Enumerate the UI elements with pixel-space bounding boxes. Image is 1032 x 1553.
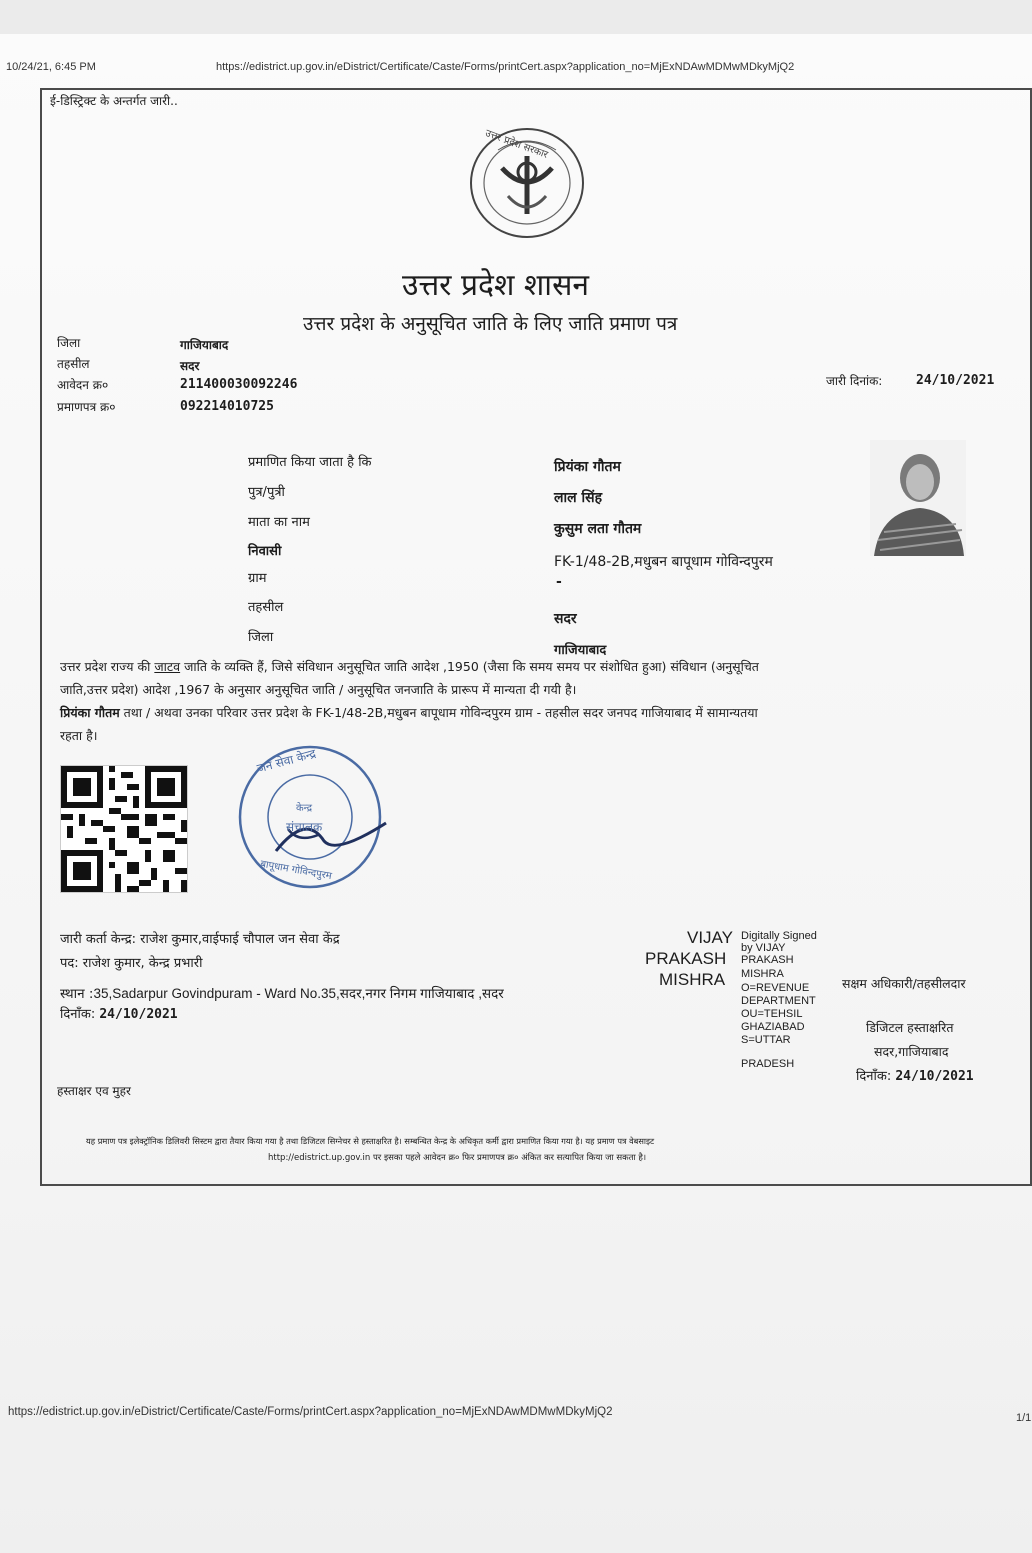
application-number: 211400030092246 bbox=[180, 377, 298, 392]
certification-line-2: जाति,उत्तर प्रदेश) आदेश ,1967 के अनुसार अनुसूचित जाति / अनुसूचित जनजाति के प्रारूप में मान्यता दी गयी है। bbox=[60, 682, 577, 697]
signature-detail: PRADESH bbox=[741, 1058, 795, 1070]
stamp-text: बापूधाम गोविन्दपुरम bbox=[259, 858, 333, 883]
issuer-place bbox=[60, 984, 504, 1002]
document-title: उत्तर प्रदेश शासन bbox=[402, 268, 590, 303]
verification-note: यह प्रमाण पत्र इलेक्ट्रॉनिक डिलिवरी सिस्टम द्वारा तैयार किया गया है तथा डिजिटल सिग्नेचर से हस्ताक्षरित है। सम्बन्धित केन्द्र के अधिकृत कर्मी द्वारा प्रमाणित किया गया है। यह प्रमाण पत्र वेबसाइट bbox=[86, 1136, 655, 1146]
issue-date-value: 24/10/2021 bbox=[916, 373, 995, 388]
certificate-label: प्रमाणपत्र क्र० bbox=[57, 400, 116, 414]
date-label: दिनाँक: bbox=[60, 1007, 96, 1022]
detail-value: कुसुम लता गौतम bbox=[554, 521, 642, 537]
stamp-text: केन्द्र bbox=[296, 803, 313, 814]
authority-place: सदर,गाजियाबाद bbox=[874, 1044, 949, 1059]
detail-label: प्रमाणित किया जाता है कि bbox=[248, 455, 372, 470]
tehsil-value: सदर bbox=[180, 359, 200, 373]
issuer-date bbox=[60, 1004, 178, 1022]
detail-label: माता का नाम bbox=[248, 515, 310, 530]
digitally-signed-label: डिजिटल हस्ताक्षरित bbox=[866, 1020, 954, 1035]
detail-value: प्रियंका गौतम bbox=[554, 459, 621, 475]
signature-detail: GHAZIABAD bbox=[741, 1021, 805, 1033]
signature-detail: PRAKASH bbox=[741, 954, 794, 966]
stamp-text: जन सेवा केन्द्र bbox=[255, 746, 318, 776]
detail-value: सदर bbox=[554, 611, 577, 627]
caste-name: जाटव bbox=[154, 659, 181, 674]
print-footer-url[interactable]: https://edistrict.up.gov.in/eDistrict/Certificate/Caste/Forms/printCert.aspx?application_no=MjExNDAwMDMwMDkyMjQ2 bbox=[8, 1406, 613, 1418]
detail-label: पुत्र/पुत्री bbox=[248, 485, 285, 500]
detail-label: निवासी bbox=[248, 544, 282, 559]
applicant-photo bbox=[870, 440, 966, 556]
issue-date-label: जारी दिनांक: bbox=[826, 374, 883, 388]
stamp-text: संचालक bbox=[286, 820, 323, 834]
authority-title: सक्षम अधिकारी/तहसीलदार bbox=[842, 976, 966, 991]
detail-label: ग्राम bbox=[248, 571, 267, 586]
date-value: 24/10/2021 bbox=[99, 1007, 178, 1022]
holder-name: प्रियंका गौतम bbox=[60, 705, 120, 720]
signature-detail: MISHRA bbox=[741, 968, 784, 980]
date-value: 24/10/2021 bbox=[895, 1069, 974, 1084]
paragraph-text: जाति के व्यक्ति हैं, जिसे संविधान अनुसूचित जाति आदेश ,1950 (जैसा कि समय समय पर संशोधित हुआ) संविधान (अनुसूचित bbox=[180, 659, 759, 674]
detail-label: तहसील bbox=[248, 600, 284, 615]
application-label: आवेदन क्र० bbox=[57, 378, 109, 392]
date-label: दिनाँक: bbox=[856, 1069, 892, 1084]
paragraph-text: तथा / अथवा उनका परिवार उत्तर प्रदेश के FK-1/48-2B,मधुबन बापूधाम गोविन्दपुरम ग्राम - तहसील सदर जनपद गाजियाबाद में सामान्यतया bbox=[119, 705, 758, 720]
issuing-center: जारी कर्ता केन्द्र: राजेश कुमार,वाईफाई चौपाल जन सेवा केंद्र bbox=[60, 932, 340, 947]
signer-name: MISHRA bbox=[659, 970, 726, 989]
signer-name: VIJAY bbox=[687, 928, 733, 947]
detail-value: गाजियाबाद bbox=[554, 643, 607, 658]
signature-detail: O=REVENUE bbox=[741, 982, 810, 994]
document-subtitle: उत्तर प्रदेश के अनुसूचित जाति के लिए जाति प्रमाण पत्र bbox=[303, 313, 678, 335]
signature-detail: Digitally Signed bbox=[741, 930, 817, 942]
certification-line-4: रहता है। bbox=[60, 728, 98, 743]
verification-note: http://edistrict.up.gov.in पर इसका पहले आवेदन क्र० फिर प्रमाणपत्र क्र० अंकित कर सत्यापित किया जा सकता है। bbox=[268, 1153, 647, 1163]
qr-code-icon bbox=[60, 765, 188, 893]
place-value: 35,Sadarpur Govindpuram - Ward No.35,सदर,नगर निगम गाजियाबाद ,सदर bbox=[93, 986, 504, 1001]
signer-name: PRAKASH bbox=[645, 949, 727, 968]
signature-detail: by VIJAY bbox=[741, 942, 786, 954]
page-number: 1/1 bbox=[1016, 1412, 1032, 1424]
detail-value: - bbox=[556, 574, 562, 590]
emblem-text: उत्तर प्रदेश सरकार bbox=[483, 127, 550, 161]
detail-value: लाल सिंह bbox=[554, 490, 603, 506]
certification-line-1 bbox=[60, 658, 759, 675]
certificate-number: 092214010725 bbox=[180, 399, 274, 414]
district-value: गाजियाबाद bbox=[180, 338, 229, 352]
district-label: जिला bbox=[57, 336, 81, 350]
signature-detail: DEPARTMENT bbox=[741, 995, 816, 1007]
signature-detail: S=UTTAR bbox=[741, 1034, 791, 1046]
tehsil-label: तहसील bbox=[57, 357, 90, 371]
issued-under-note: ई-डिस्ट्रिक्ट के अन्तर्गत जारी.. bbox=[50, 94, 178, 108]
print-url[interactable]: https://edistrict.up.gov.in/eDistrict/Certificate/Caste/Forms/printCert.aspx?application_no=MjExNDAwMDMwMDkyMjQ2 bbox=[216, 61, 795, 73]
detail-value: FK-1/48-2B,मधुबन बापूधाम गोविन्दपुरम bbox=[554, 554, 773, 570]
signature-seal-label: हस्ताक्षर एव मुहर bbox=[57, 1084, 131, 1098]
issuer-post: पद: राजेश कुमार, केन्द्र प्रभारी bbox=[60, 956, 203, 971]
paragraph-text: उत्तर प्रदेश राज्य की bbox=[60, 659, 155, 674]
authority-date bbox=[856, 1066, 974, 1084]
signature-detail: OU=TEHSIL bbox=[741, 1008, 803, 1020]
detail-label: जिला bbox=[248, 630, 274, 645]
place-label: स्थान : bbox=[60, 986, 94, 1002]
certification-line-3 bbox=[60, 704, 758, 721]
print-datetime: 10/24/21, 6:45 PM bbox=[6, 61, 96, 73]
